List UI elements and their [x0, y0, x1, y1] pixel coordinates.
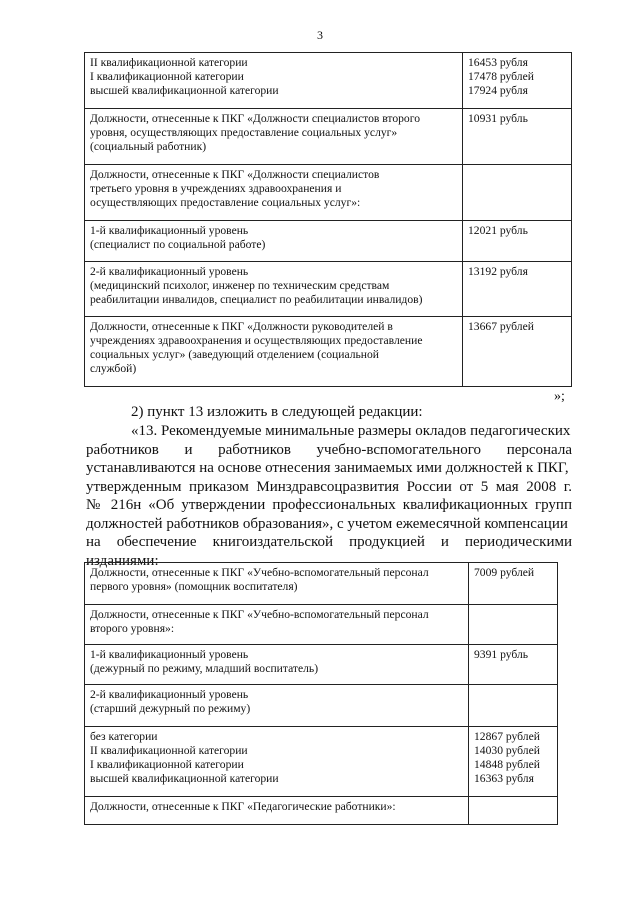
position-text: II квалификационной категории — [90, 744, 248, 757]
salary-value: 12021 рубль — [468, 224, 528, 237]
salary-value: 14030 рублей — [474, 744, 540, 757]
position-text: 1-й квалификационный уровень — [90, 224, 249, 237]
position-text: осуществляющих предоставление социальных услуг»: — [90, 196, 361, 209]
position-text: 2-й квалификационный уровень — [90, 265, 249, 278]
position-cell — [85, 109, 463, 165]
salary-cell — [469, 685, 558, 727]
position-cell — [85, 727, 469, 797]
table-row — [85, 645, 558, 685]
position-cell — [85, 605, 469, 645]
table-row — [85, 797, 558, 825]
position-cell — [85, 165, 463, 221]
position-text: высшей квалификационной категории — [90, 772, 279, 785]
position-text: (социальный работник) — [90, 140, 207, 153]
salary-value: 9391 рубль — [474, 648, 529, 661]
page-number: 3 — [317, 28, 323, 42]
position-text: 2-й квалификационный уровень — [90, 688, 249, 701]
position-text: высшей квалификационной категории — [90, 84, 279, 97]
paragraph-line: устанавливаются на основе отнесения занимаемых ими должностей к ПКГ, — [86, 460, 569, 476]
position-text: Должности, отнесенные к ПКГ «Должности специалистов — [90, 168, 380, 181]
table-row — [85, 262, 572, 317]
salary-value: 17924 рубля — [468, 84, 528, 97]
position-text: первого уровня» (помощник воспитателя) — [90, 580, 298, 593]
salary-value: 16453 рубля — [468, 56, 528, 69]
table-row — [85, 685, 558, 727]
position-cell — [85, 221, 463, 262]
paragraph-line: должностей работников образования», с учетом ежемесячной компенсации — [86, 515, 568, 532]
salary-value: 13192 рубля — [468, 265, 528, 278]
paragraph-line: утвержденным приказом Минздравсоцразвития России от 5 мая 2008 г. — [86, 478, 572, 495]
position-text: Должности, отнесенные к ПКГ «Должности руководителей в — [90, 320, 393, 333]
position-text: 1-й квалификационный уровень — [90, 648, 249, 661]
table-row — [85, 165, 572, 221]
salary-table-social — [84, 52, 572, 387]
quote-close-mark: »; — [554, 389, 565, 404]
position-cell — [85, 53, 463, 109]
salary-cell — [463, 262, 572, 317]
amendment-item-2: 2) пункт 13 изложить в следующей редакции: — [131, 404, 423, 420]
paragraph-line: на обеспечение книгоиздательской продукцией и периодическими — [86, 534, 572, 550]
paragraph-13 — [86, 422, 572, 570]
salary-cell — [469, 797, 558, 825]
salary-cell — [463, 109, 572, 165]
position-text: без категории — [90, 730, 158, 743]
position-text: (старший дежурный по режиму) — [90, 702, 251, 715]
salary-value: 10931 рубль — [468, 112, 528, 125]
position-cell — [85, 645, 469, 685]
salary-value: 12867 рублей — [474, 730, 540, 743]
position-text: реабилитации инвалидов, специалист по реабилитации инвалидов) — [90, 293, 423, 306]
position-text: (медицинский психолог, инженер по техническим средствам — [90, 279, 390, 292]
position-text: I квалификационной категории — [90, 758, 244, 771]
position-cell — [85, 317, 463, 387]
position-text: Должности, отнесенные к ПКГ «Учебно-вспомогательный персонал — [90, 566, 429, 579]
position-text: Должности, отнесенные к ПКГ «Педагогические работники»: — [90, 800, 396, 813]
table-row — [85, 605, 558, 645]
position-cell — [85, 563, 469, 605]
position-cell — [85, 797, 469, 825]
position-text: службой) — [90, 362, 137, 375]
table-row — [85, 317, 572, 387]
salary-value: 17478 рублей — [468, 70, 534, 83]
salary-cell — [463, 53, 572, 109]
paragraph-line: изданиями: — [86, 552, 159, 569]
salary-cell — [463, 165, 572, 221]
paragraph-line: «13. Рекомендуемые минимальные размеры окладов педагогических — [131, 423, 571, 439]
position-cell — [85, 262, 463, 317]
salary-cell — [469, 563, 558, 605]
salary-value: 14848 рублей — [474, 758, 540, 771]
paragraph-line: работников и работников учебно-вспомогательного персонала — [86, 441, 572, 458]
position-text: второго уровня»: — [90, 622, 175, 635]
salary-value: 7009 рублей — [474, 566, 535, 579]
position-text: третьего уровня в учреждениях здравоохранения и — [90, 182, 342, 195]
table-row — [85, 727, 558, 797]
position-text: социальных услуг» (заведующий отделением (социальной — [90, 348, 379, 361]
salary-cell — [463, 317, 572, 387]
position-text: Должности, отнесенные к ПКГ «Должности специалистов второго — [90, 112, 420, 125]
table-row — [85, 109, 572, 165]
salary-value: 13667 рублей — [468, 320, 534, 333]
salary-cell — [469, 645, 558, 685]
salary-value: 16363 рубля — [474, 772, 534, 785]
table-row — [85, 221, 572, 262]
salary-cell — [469, 605, 558, 645]
salary-cell — [463, 221, 572, 262]
position-cell — [85, 685, 469, 727]
position-text: Должности, отнесенные к ПКГ «Учебно-вспомогательный персонал — [90, 608, 429, 621]
salary-cell — [469, 727, 558, 797]
table-row — [85, 563, 558, 605]
position-text: I квалификационной категории — [90, 70, 244, 83]
paragraph-line: № 216н «Об утверждении профессиональных квалификационных групп — [86, 497, 572, 513]
salary-table-education — [84, 562, 558, 825]
table-row — [85, 53, 572, 109]
position-text: (специалист по социальной работе) — [90, 238, 266, 251]
position-text: учреждениях здравоохранения и осуществляющих предоставление — [90, 334, 423, 347]
position-text: (дежурный по режиму, младший воспитатель) — [90, 662, 319, 675]
position-text: II квалификационной категории — [90, 56, 248, 69]
position-text: уровня, осуществляющих предоставление социальных услуг» — [90, 126, 398, 139]
